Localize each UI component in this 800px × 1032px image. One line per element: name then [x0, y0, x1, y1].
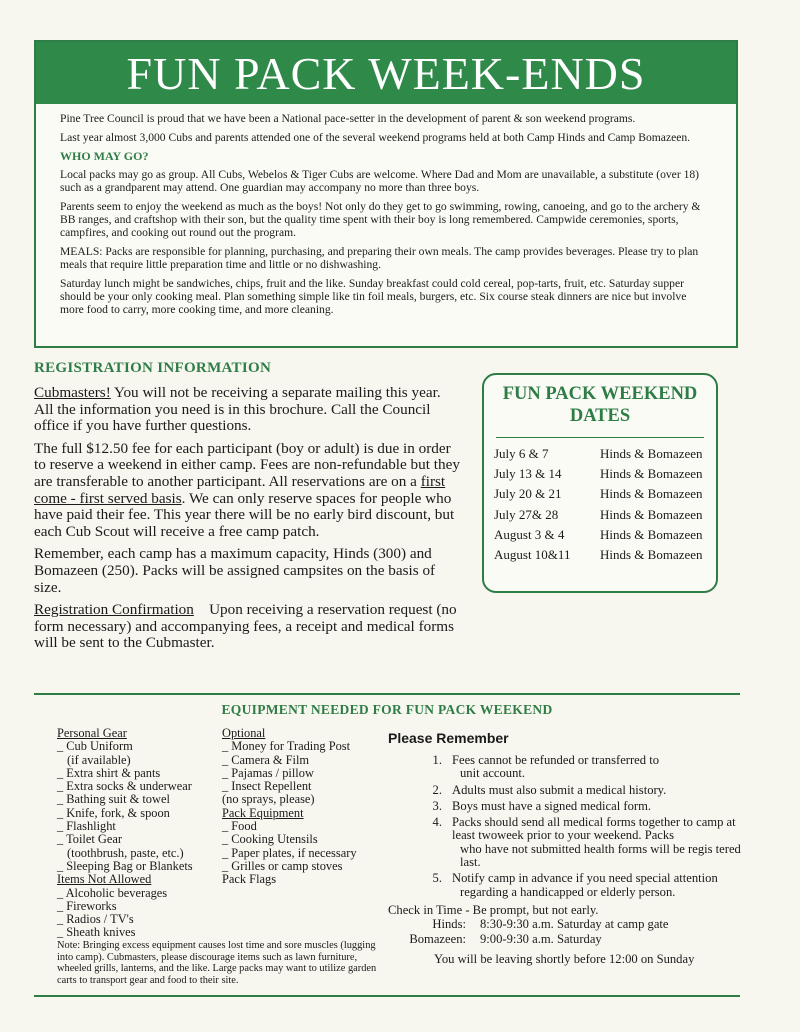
table-row: [494, 444, 703, 464]
equipment-item: _ Paper plates, if necessary: [222, 845, 357, 860]
intro-section: [36, 104, 736, 316]
equipment-item: _ Flashlight: [57, 819, 116, 834]
item-number: 1.: [432, 753, 442, 767]
equipment-item: (toothbrush, paste, etc.): [67, 845, 184, 860]
item-line-1: Fees cannot be refunded or transferred to: [452, 753, 660, 767]
who-may-go-heading: WHO MAY GO?: [60, 149, 149, 163]
equipment-item: _ Grilles or camp stoves: [222, 858, 343, 873]
equipment-item: _ Camera & Film: [222, 752, 310, 767]
table-row: [494, 505, 703, 525]
confirmation-paragraph: [34, 602, 462, 652]
intro-paragraph-2: Last year almost 3,000 Cubs and parents attended one of the several weekend programs held at both Camp Hinds and Camp Bomazeen.: [60, 131, 691, 144]
dates-table: [494, 444, 703, 565]
fee-paragraph: [34, 441, 462, 541]
bomazeen-time: 9:00-9:30 a.m. Saturday: [480, 931, 602, 946]
camps-cell: Hinds & Bomazeen: [600, 466, 703, 482]
equipment-item: _ Bathing suit & towel: [57, 792, 170, 807]
equipment-item: _ Extra shirt & pants: [57, 765, 161, 780]
dates-divider: [496, 437, 704, 438]
fun-pack-info-box: [34, 40, 738, 348]
equipment-item: _ Food: [222, 819, 257, 834]
hinds-label: Hinds:: [432, 917, 466, 932]
equipment-subheading: Pack Equipment: [222, 805, 304, 820]
item-line-1: Adults must also submit a medical history.: [452, 782, 667, 797]
equipment-item: _ Alcoholic beverages: [57, 885, 168, 900]
date-cell: August 3 & 4: [494, 526, 565, 542]
camps-cell: Hinds & Bomazeen: [600, 526, 703, 542]
meals-paragraph-1: MEALS: Packs are responsible for planning, purchasing, and preparing their own meals. The camp provides beverages. Please try to plan meals that require little preparation time and little or no dishwashing.: [60, 245, 699, 271]
item-line-2: regarding a handicapped or elderly person.: [460, 884, 676, 899]
item-line-2: unit account.: [460, 766, 526, 781]
date-cell: July 27& 28: [494, 506, 559, 522]
checkin-title: Check in Time - Be prompt, but not early.: [388, 902, 599, 917]
dates-title-line2: DATES: [569, 406, 631, 426]
fee-text-b: . We can only reserve spaces for people who have paid their fee. This year there will be no early bird discount, but each Cub Scout will receive a free camp patch.: [34, 489, 455, 540]
item-number: 4.: [432, 815, 442, 830]
camps-cell: Hinds & Bomazeen: [600, 486, 703, 502]
equipment-item: _ Cub Uniform: [57, 739, 133, 754]
equipment-item: _ Fireworks: [57, 898, 117, 913]
list-item: [388, 872, 748, 899]
equipment-item: (if available): [67, 752, 131, 767]
date-cell: August 10&11: [494, 547, 571, 563]
list-item: [388, 784, 748, 797]
fee-text-a: The full $12.50 fee for each participant (boy or adult) is due in order to reserve a weekend in either camp. Fees are non-refundable but they are transferable to another participant. All reservations are on a: [34, 439, 460, 490]
cubmasters-lead: Cubmasters!: [34, 384, 111, 401]
equipment-subheading: Optional: [222, 726, 266, 740]
equipment-top-rule: [34, 693, 740, 695]
list-item: [388, 754, 748, 781]
equipment-item: _ Cooking Utensils: [222, 832, 318, 847]
list-item: [388, 800, 748, 813]
equipment-subheading: Personal Gear: [57, 726, 127, 740]
please-remember-section: [388, 730, 748, 967]
checkin-bomazeen-row: [388, 932, 748, 947]
item-number: 3.: [432, 798, 442, 813]
who-paragraph-2: Parents seem to enjoy the weekend as much as the boys! Not only do they get to go swimming, rowing, canoeing, and go to the archery & BB ranges, and craftshop with their son, but the quality time spent with their boy is long remembered. Campwide ceremonies, sports, campfires, and cooking out round out the program.: [60, 200, 701, 239]
equipment-item: _ Insect Repellent: [222, 779, 312, 794]
hinds-time: 8:30-9:30 a.m. Saturday at camp gate: [480, 917, 669, 932]
dates-title: [484, 383, 716, 427]
page-title: FUN PACK WEEK-ENDS: [126, 47, 646, 99]
registration-section: [34, 360, 462, 658]
dates-title-line1: FUN PACK WEEKEND: [502, 384, 698, 404]
equipment-column-optional: [222, 727, 357, 887]
who-paragraph-1: Local packs may go as group. All Cubs, Webelos & Tiger Cubs are welcome. Where Dad and Mom are unavailable, a substitute (over 18) such as a grandparent may attend. One guardian may accompany no more than three boys.: [60, 168, 700, 194]
table-row: [494, 545, 703, 565]
equipment-column-personal: [57, 727, 193, 940]
camps-cell: Hinds & Bomazeen: [600, 506, 703, 522]
confirmation-text: Upon receiving a reservation request (no form necessary) and accompanying fees, a receipt and medical forms will be sent to the Cubmaster.: [34, 601, 461, 652]
equipment-item: _ Pajamas / pillow: [222, 765, 314, 780]
cubmasters-text: You will not be receiving a separate mailing this year. All the information you need is in this brochure. Call the Council office if you have further questions.: [34, 384, 441, 435]
date-cell: July 13 & 14: [494, 466, 562, 482]
equipment-item: _ Sheath knives: [57, 925, 136, 940]
registration-heading: REGISTRATION INFORMATION: [34, 360, 272, 376]
bottom-rule: [34, 995, 740, 997]
equipment-subheading: Items Not Allowed: [57, 872, 152, 887]
equipment-heading: EQUIPMENT NEEDED FOR FUN PACK WEEKEND: [221, 702, 553, 717]
date-cell: July 20 & 21: [494, 486, 562, 502]
item-line-2: who have not submitted health forms will be regis tered last.: [460, 841, 741, 870]
item-number: 5.: [432, 871, 442, 886]
leaving-note: You will be leaving shortly before 12:00 on Sunday: [434, 952, 695, 967]
bomazeen-label: Bomazeen:: [409, 931, 466, 946]
first-come-text: first come - first served basis: [34, 472, 446, 507]
equipment-note: Note: Bringing excess equipment causes lost time and sore muscles (lugging into camp). Cubmasters, please discourage items such as lawn furniture, wheeled grills, lanterns, and the like. Large packs may want to utilize garden carts to transport gear and food to their site.: [57, 940, 377, 986]
item-text: [452, 784, 748, 797]
equipment-item: _ Radios / TV's: [57, 912, 134, 927]
cubmasters-paragraph: [34, 385, 462, 435]
confirmation-lead: Registration Confirmation: [34, 601, 194, 619]
table-row: [494, 525, 703, 545]
table-row: [494, 484, 703, 504]
equipment-item: _ Sleeping Bag or Blankets: [57, 858, 193, 873]
camps-cell: Hinds & Bomazeen: [600, 547, 703, 563]
item-line-1: Boys must have a signed medical form.: [452, 798, 652, 813]
item-text: [452, 872, 748, 899]
remember-list: [388, 754, 748, 899]
weekend-dates-box: [482, 373, 718, 593]
equipment-item: _ Money for Trading Post: [222, 739, 351, 754]
equipment-item: _ Knife, fork, & spoon: [57, 805, 170, 820]
table-row: [494, 464, 703, 484]
item-text: [452, 754, 748, 781]
equipment-item: (no sprays, please): [222, 792, 315, 807]
item-number: 2.: [432, 782, 442, 797]
item-text: [452, 800, 748, 813]
item-text: [452, 816, 748, 869]
title-banner: [36, 42, 736, 104]
list-item: [388, 816, 748, 869]
equipment-item: _ Toilet Gear: [57, 832, 122, 847]
item-line-1: Notify camp in advance if you need special attention: [452, 871, 718, 886]
date-cell: July 6 & 7: [494, 446, 549, 462]
camps-cell: Hinds & Bomazeen: [600, 446, 703, 462]
capacity-paragraph: Remember, each camp has a maximum capacity, Hinds (300) and Bomazeen (250). Packs will be assigned campsites on the basis of size.: [34, 545, 436, 596]
checkin-hinds-row: [388, 917, 748, 932]
item-line-1: Packs should send all medical forms together to camp at least twoweek prior to your weekend. Packs: [452, 815, 736, 843]
equipment-item: Pack Flags: [222, 872, 277, 887]
remember-heading: Please Remember: [388, 730, 509, 746]
checkin-section: [388, 903, 748, 967]
intro-paragraph-1: Pine Tree Council is proud that we have been a National pace-setter in the development of parent & son weekend programs.: [60, 112, 636, 125]
meals-paragraph-2: Saturday lunch might be sandwiches, chips, fruit and the like. Sunday breakfast could cold cereal, pop-tarts, fruit, etc. Saturday supper should be your only cooking meal. Plan something simple like tin foil meals, burgers, etc. Six course steak dinners are nice but involve more food to carry, more cooking time, and more cleaning.: [60, 277, 687, 316]
equipment-item: _ Extra socks & underwear: [57, 779, 192, 794]
